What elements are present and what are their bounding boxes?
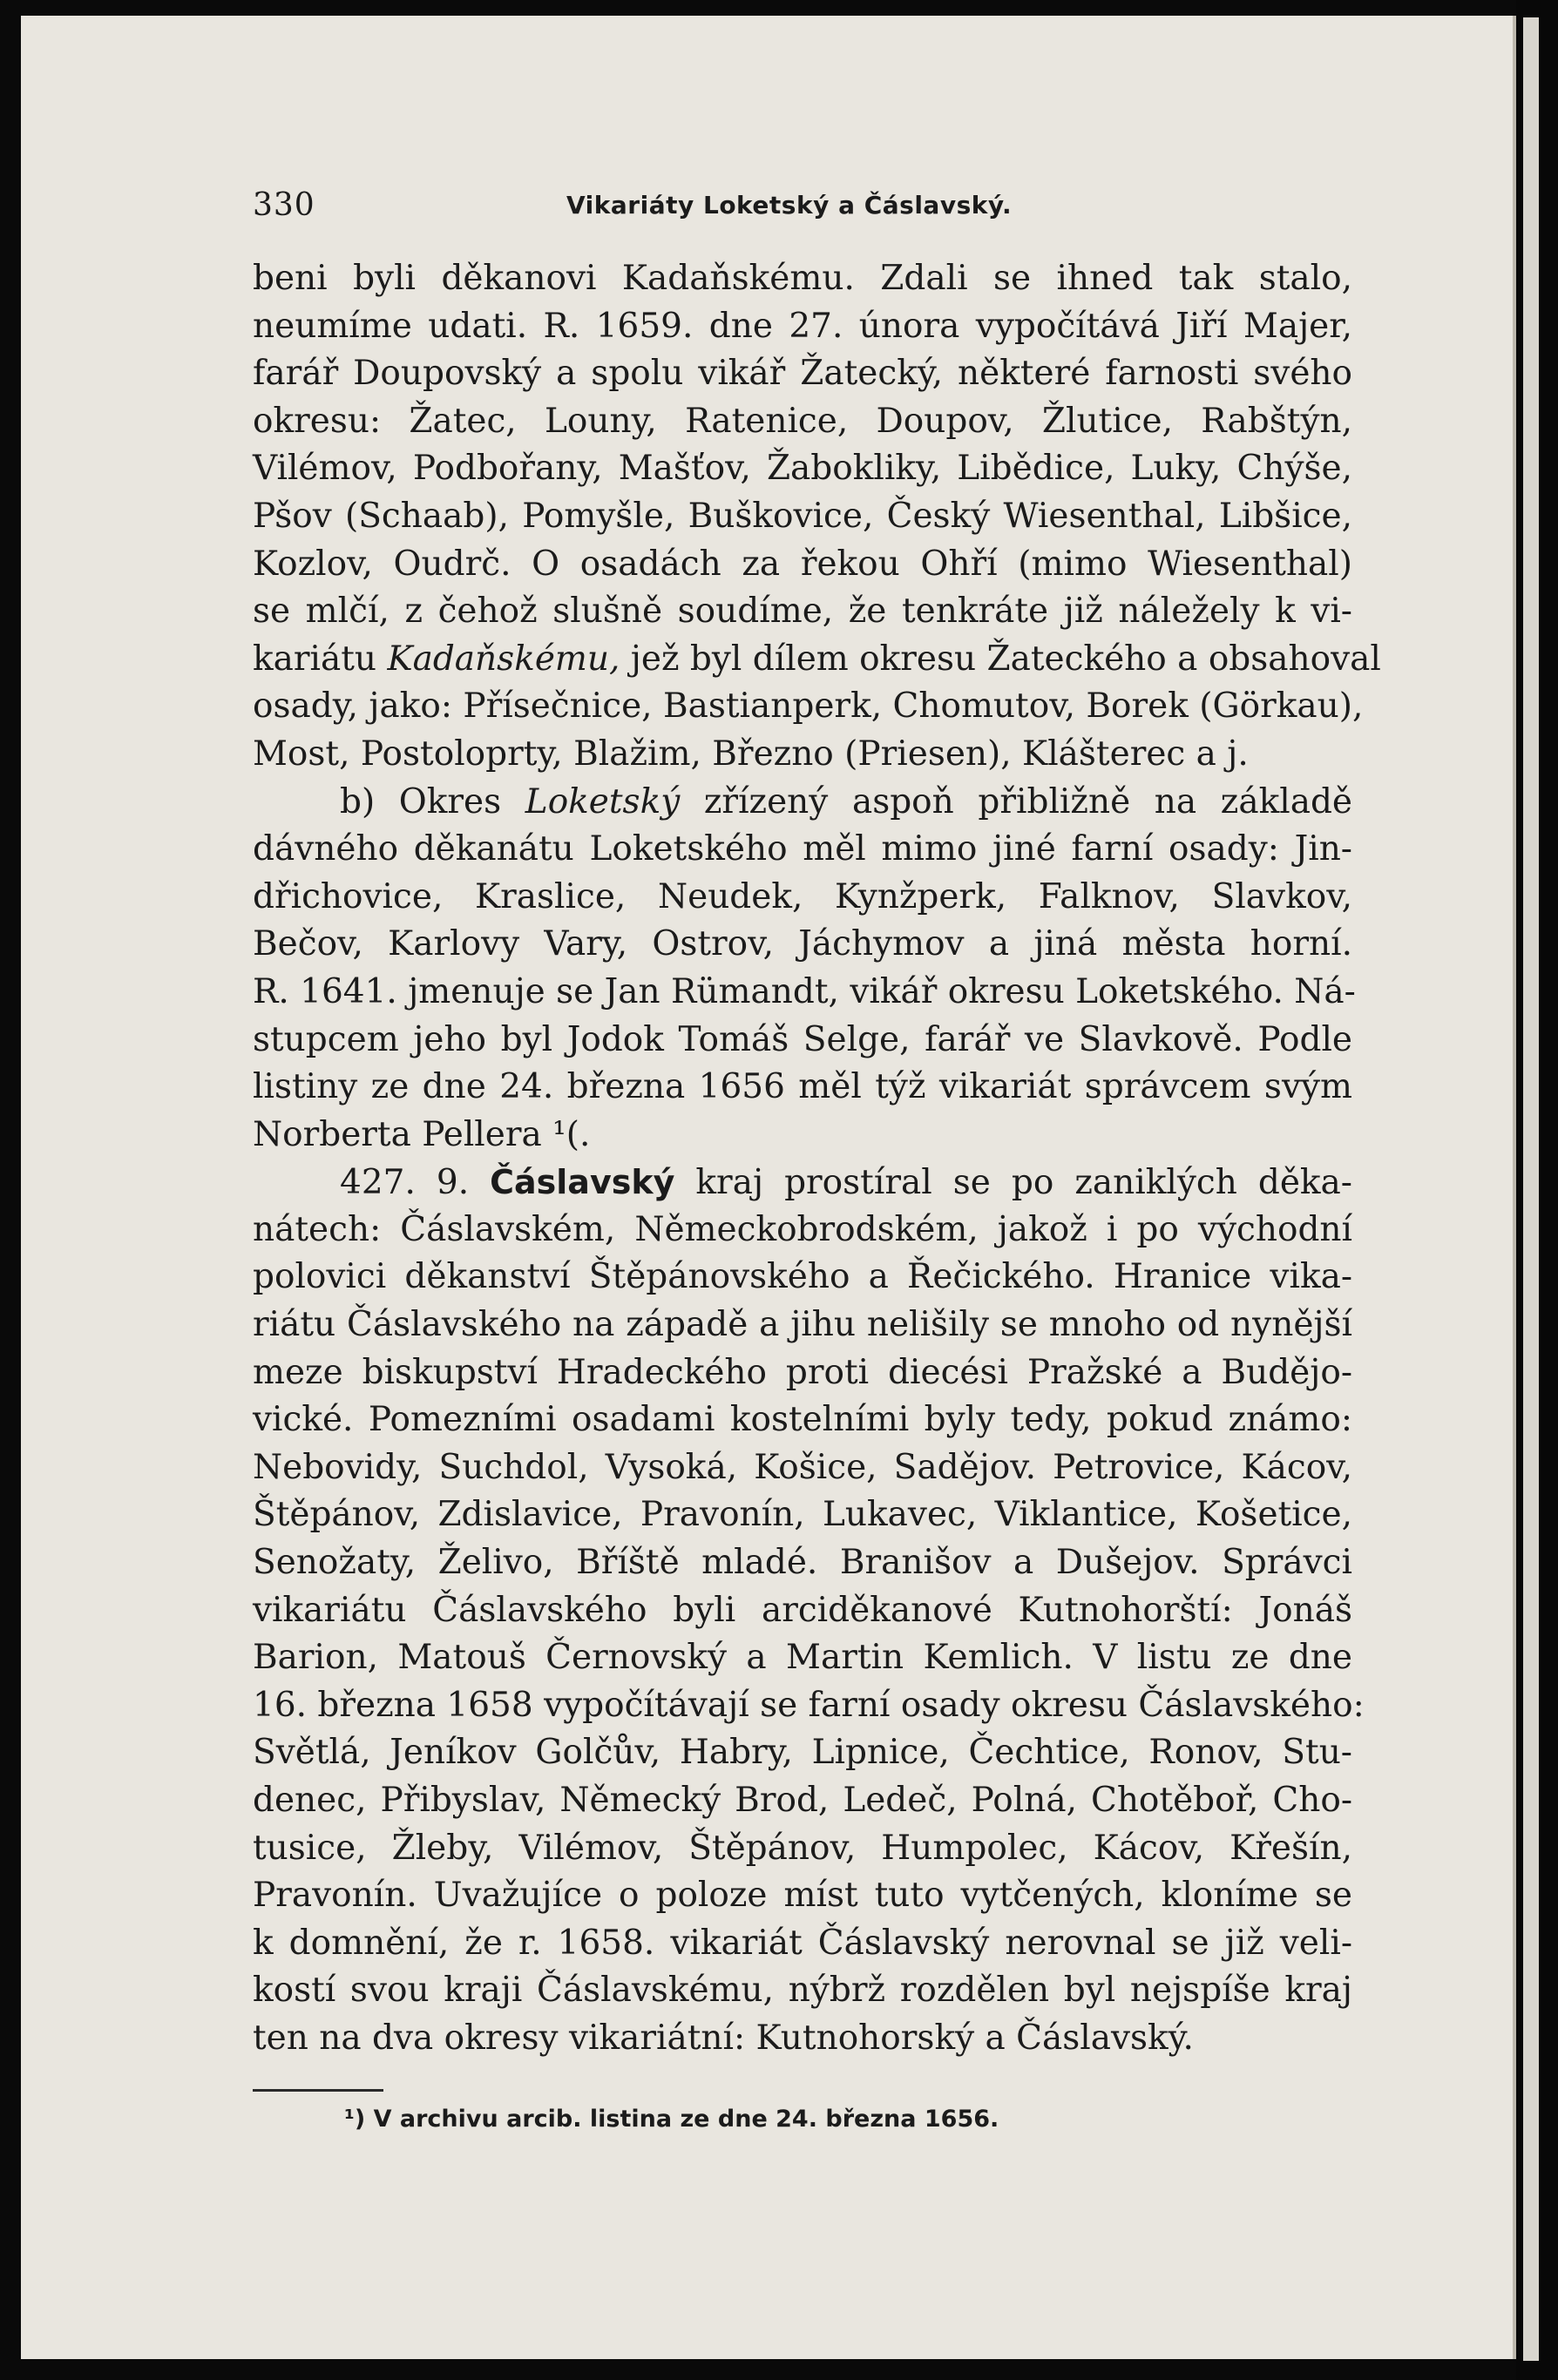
text-segment: 16. března 1658 vypočítávají se farní osady okresu Čáslavského: [253, 1685, 1365, 1725]
text-segment: Pšov (Schaab), Pomyšle, Buškovice, Český Wiesenthal, Libšice, [253, 496, 1352, 536]
italic-term: Loketský [525, 781, 681, 822]
text-segment: nátech: Čáslavském, Německobrodském, jakož i po východní [253, 1209, 1352, 1249]
text-line [253, 969, 1356, 1017]
text-segment: Senožaty, Želivo, Bříště mladé. Branišov a Dušejov. Správci [253, 1543, 1352, 1583]
text-line [253, 303, 1352, 351]
text-line [253, 1396, 1352, 1444]
text-line [253, 1587, 1352, 1635]
scan-edge [1516, 0, 1558, 2380]
text-line [253, 1207, 1352, 1254]
text-line [253, 1159, 1352, 1207]
text-segment: denec, Přibyslav, Německý Brod, Ledeč, Polná, Chotěboř, Cho- [253, 1781, 1352, 1820]
text-line [253, 1872, 1352, 1920]
text-line [253, 1825, 1352, 1873]
text-segment: riátu Čáslavského na západě a jihu nelišily se mnoho od nynější [253, 1305, 1352, 1345]
running-title: Vikariáty Loketský a Čáslavský. [566, 191, 1013, 220]
text-line [253, 541, 1352, 589]
text-segment: stupcem jeho byl Jodok Tomáš Selge, farář ve Slavkově. Podle [253, 1019, 1352, 1059]
text-segment: Světlá, Jeníkov Golčův, Habry, Lipnice, Čechtice, Ronov, Stu- [253, 1733, 1352, 1773]
text-line [253, 398, 1352, 446]
text-line [253, 588, 1352, 636]
text-segment: Most, Postoloprty, Blažim, Březno (Priesen), Klášterec a j. [253, 734, 1249, 774]
text-segment: Nebovidy, Suchdol, Vysoká, Košice, Sadějov. Petrovice, Kácov, [253, 1447, 1352, 1487]
text-line [253, 1967, 1352, 2015]
footnote-divider [253, 2089, 383, 2092]
text-segment: kariátu [253, 639, 388, 679]
next-page-edge [1523, 17, 1539, 2361]
text-segment: zřízený aspoň přibližně na základě [680, 781, 1352, 822]
text-segment: dřichovice, Kraslice, Neudek, Kynžperk, Falknov, Slavkov, [253, 876, 1352, 916]
text-segment: Bečov, Karlovy Vary, Ostrov, Jáchymov a jiná města horní. [253, 924, 1352, 964]
text-line [253, 445, 1352, 493]
text-segment: neumíme udati. R. 1659. dne 27. února vypočítává Jiří Majer, [253, 306, 1352, 346]
text-line [253, 2015, 1352, 2063]
text-segment: kraj prostíral se po zaniklých děka- [674, 1163, 1352, 1203]
page-content [253, 187, 1381, 2133]
text-segment: farář Doupovský a spolu vikář Žatecký, některé farnosti svého [253, 354, 1352, 394]
text-line [253, 1444, 1352, 1492]
text-segment: Barion, Matouš Černovský a Martin Kemlich. V listu ze dne [253, 1638, 1352, 1678]
text-segment: polovici děkanství Štěpánovského a Řečického. Hranice vika- [253, 1257, 1352, 1297]
text-segment: ten na dva okresy vikariátní: Kutnohorský a Čáslavský. [253, 2018, 1194, 2058]
text-segment: k domnění, že r. 1658. vikariát Čáslavský nerovnal se již veli- [253, 1923, 1352, 1963]
text-segment: 427. 9. [340, 1163, 491, 1203]
text-line [253, 921, 1352, 969]
text-segment: se mlčí, z čehož slušně soudíme, že tenkráte již náležely k vi- [253, 592, 1352, 632]
text-segment: Vilémov, Podbořany, Mašťov, Žabokliky, Libědice, Luky, Chýše, [253, 449, 1352, 489]
text-line [253, 1064, 1352, 1112]
text-line [253, 1920, 1352, 1968]
text-line [253, 1539, 1352, 1587]
text-line [253, 683, 1364, 731]
text-line [253, 779, 1352, 827]
text-segment: meze biskupství Hradeckého proti diecési Pražské a Budějo- [253, 1352, 1352, 1392]
text-line [253, 1634, 1352, 1682]
body-text [253, 255, 1381, 2063]
text-line [253, 826, 1352, 874]
text-segment: Kozlov, Oudrč. O osadách za řekou Ohří (mimo Wiesenthal) [253, 544, 1352, 584]
text-line [253, 1017, 1352, 1065]
text-line [253, 1254, 1352, 1302]
text-segment: Norberta Pellera ¹(. [253, 1114, 591, 1154]
text-segment: listiny ze dne 24. března 1656 měl týž vikariát správcem svým [253, 1067, 1352, 1107]
text-segment: Pravonín. Uvažujíce o poloze míst tuto vytčených, kloníme se [253, 1876, 1352, 1916]
text-line [253, 1777, 1352, 1825]
text-segment: jež byl dílem okresu Žateckého a obsahoval [620, 639, 1381, 679]
text-segment: b) Okres [340, 781, 525, 822]
page-header [253, 187, 1352, 240]
text-segment: dávného děkanátu Loketského měl mimo jiné farní osady: Jin- [253, 829, 1352, 869]
text-segment: vické. Pomezními osadami kostelními byly tedy, pokud známo: [253, 1400, 1352, 1440]
text-segment: Štěpánov, Zdislavice, Pravonín, Lukavec, Viklantice, Košetice, [253, 1495, 1352, 1535]
text-segment: osady, jako: Přísečnice, Bastianperk, Chomutov, Borek (Görkau), [253, 686, 1364, 727]
text-line [253, 1491, 1352, 1539]
text-line [253, 1729, 1352, 1777]
text-line [253, 1682, 1365, 1730]
text-segment: tusice, Žleby, Vilémov, Štěpánov, Humpolec, Kácov, Křešín, [253, 1828, 1352, 1868]
italic-term: Kadaňskému, [387, 639, 620, 679]
text-segment: okresu: Žatec, Louny, Ratenice, Doupov, Žlutice, Rabštýn, [253, 401, 1352, 441]
text-segment: R. 1641. jmenuje se Jan Rümandt, vikář okresu Loketského. Ná- [253, 971, 1356, 1011]
text-segment: beni byli děkanovi Kadaňskému. Zdali se ihned tak stalo, [253, 259, 1352, 298]
text-segment: kostí svou kraji Čáslavskému, nýbrž rozdělen byl nejspíše kraj [253, 1971, 1352, 2011]
text-line [253, 1112, 1352, 1160]
text-line [253, 1302, 1352, 1349]
page-number: 330 [253, 187, 315, 223]
text-line [253, 350, 1352, 398]
text-line [253, 874, 1352, 922]
text-line [253, 493, 1352, 541]
text-line [253, 255, 1352, 303]
footnote: ¹) V archivu arcib. listina ze dne 24. března 1656. [344, 2105, 999, 2133]
text-line [253, 731, 1352, 779]
text-line [253, 636, 1381, 684]
text-segment: vikariátu Čáslavského byli arciděkanové Kutnohorští: Jonáš [253, 1590, 1352, 1630]
section-heading-term: Čáslavský [490, 1163, 675, 1202]
text-line [253, 1349, 1352, 1397]
